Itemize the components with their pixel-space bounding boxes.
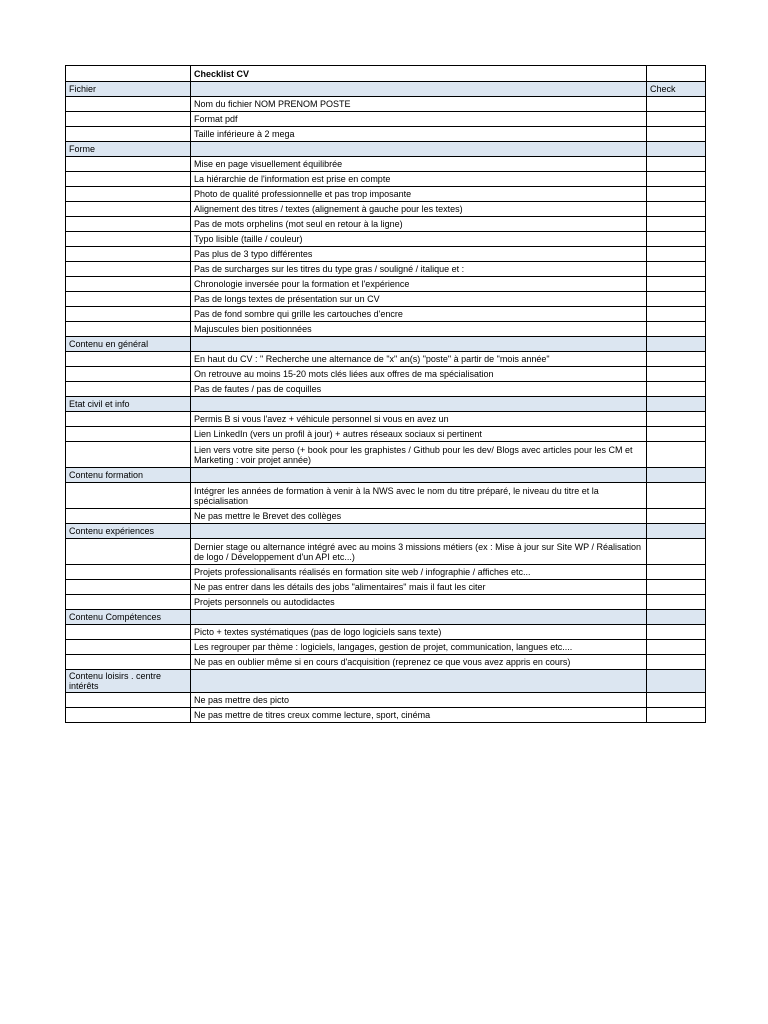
checklist-item-text: Majuscules bien positionnées [191,322,647,337]
checklist-item-text: Mise en page visuellement équilibrée [191,157,647,172]
section-name: Fichier [66,82,191,97]
title-check-cell [647,66,706,82]
row-category-cell [66,187,191,202]
checklist-row [66,483,706,509]
check-cell[interactable] [647,352,706,367]
checklist-item-text: Nom du fichier NOM PRENOM POSTE [191,97,647,112]
row-category-cell [66,352,191,367]
checklist-row [66,382,706,397]
checklist-item-text: Photo de qualité professionnelle et pas trop imposante [191,187,647,202]
checklist-item-text: Format pdf [191,112,647,127]
checklist-row [66,292,706,307]
section-blank-cell [191,670,647,693]
checklist-row [66,322,706,337]
checklist-row [66,187,706,202]
checklist-row [66,202,706,217]
section-row [66,82,706,97]
section-name: Contenu en général [66,337,191,352]
check-cell[interactable] [647,640,706,655]
section-row [66,670,706,693]
checklist-row [66,127,706,142]
check-cell[interactable] [647,322,706,337]
check-cell[interactable] [647,232,706,247]
section-blank-cell [191,82,647,97]
checklist-item-text: Taille inférieure à 2 mega [191,127,647,142]
check-cell[interactable] [647,382,706,397]
section-check-cell [647,397,706,412]
checklist-table [65,65,706,723]
check-cell[interactable] [647,595,706,610]
check-cell[interactable] [647,202,706,217]
checklist-row [66,640,706,655]
checklist-row [66,693,706,708]
checklist-row [66,352,706,367]
section-row [66,397,706,412]
row-category-cell [66,292,191,307]
row-category-cell [66,127,191,142]
check-cell[interactable] [647,442,706,468]
checklist-row [66,595,706,610]
row-category-cell [66,580,191,595]
checklist-item-text: Ne pas mettre de titres creux comme lecture, sport, cinéma [191,708,647,723]
checklist-item-text: Pas de longs textes de présentation sur un CV [191,292,647,307]
row-category-cell [66,539,191,565]
checklist-row [66,157,706,172]
checklist-item-text: Pas de surcharges sur les titres du type gras / souligné / italique et : [191,262,647,277]
section-name: Contenu formation [66,468,191,483]
section-blank-cell [191,524,647,539]
checklist-row [66,172,706,187]
checklist-row [66,307,706,322]
check-cell[interactable] [647,247,706,262]
row-category-cell [66,427,191,442]
checklist-item-text: Projets personnels ou autodidactes [191,595,647,610]
checklist-item-text: Typo lisible (taille / couleur) [191,232,647,247]
checklist-item-text: Projets professionalisants réalisés en formation site web / infographie / affiches etc... [191,565,647,580]
checklist-item-text: Alignement des titres / textes (alignement à gauche pour les textes) [191,202,647,217]
check-cell[interactable] [647,187,706,202]
check-cell[interactable] [647,157,706,172]
section-name: Contenu loisirs . centre intérêts [66,670,191,693]
section-row [66,142,706,157]
check-cell[interactable] [647,693,706,708]
row-category-cell [66,157,191,172]
checklist-row [66,442,706,468]
row-category-cell [66,262,191,277]
checklist-row [66,655,706,670]
checklist-item-text: Ne pas mettre le Brevet des collèges [191,509,647,524]
check-cell[interactable] [647,217,706,232]
title-row [66,66,706,82]
checklist-item-text: Pas de mots orphelins (mot seul en retour à la ligne) [191,217,647,232]
row-category-cell [66,172,191,187]
row-category-cell [66,382,191,397]
section-name: Contenu expériences [66,524,191,539]
row-category-cell [66,97,191,112]
row-category-cell [66,693,191,708]
section-blank-cell [191,610,647,625]
checklist-item-text: Pas de fautes / pas de coquilles [191,382,647,397]
checklist-item-text: Pas de fond sombre qui grille les cartouches d'encre [191,307,647,322]
checklist-row [66,247,706,262]
checklist-row [66,367,706,382]
checklist-item-text: Les regrouper par thème : logiciels, langages, gestion de projet, communication, langues etc.... [191,640,647,655]
section-check-cell [647,670,706,693]
checklist-body [66,66,706,723]
checklist-row [66,217,706,232]
check-cell[interactable] [647,277,706,292]
row-category-cell [66,202,191,217]
section-check-cell [647,337,706,352]
checklist-title: Checklist CV [191,66,647,82]
checklist-item-text: Pas plus de 3 typo différentes [191,247,647,262]
check-cell[interactable] [647,708,706,723]
row-category-cell [66,509,191,524]
check-cell[interactable] [647,427,706,442]
checklist-row [66,565,706,580]
row-category-cell [66,277,191,292]
checklist-row [66,539,706,565]
check-cell[interactable] [647,565,706,580]
check-cell[interactable] [647,262,706,277]
check-cell[interactable] [647,412,706,427]
section-row [66,610,706,625]
check-cell[interactable] [647,112,706,127]
section-name: Contenu Compétences [66,610,191,625]
checklist-item-text: On retrouve au moins 15-20 mots clés liées aux offres de ma spécialisation [191,367,647,382]
checklist-row [66,97,706,112]
check-cell[interactable] [647,509,706,524]
section-check-cell [647,468,706,483]
checklist-item-text: Ne pas mettre des picto [191,693,647,708]
section-blank-cell [191,468,647,483]
row-category-cell [66,112,191,127]
checklist-item-text: Permis B si vous l'avez + véhicule personnel si vous en avez un [191,412,647,427]
checklist-item-text: En haut du CV : " Recherche une alternance de "x" an(s) "poste" à partir de "mois année" [191,352,647,367]
checklist-row [66,412,706,427]
row-category-cell [66,565,191,580]
checklist-row [66,277,706,292]
checklist-row [66,262,706,277]
row-category-cell [66,247,191,262]
checklist-item-text: Picto + textes systématiques (pas de logo logiciels sans texte) [191,625,647,640]
check-cell[interactable] [647,97,706,112]
section-name: Etat civil et info [66,397,191,412]
row-category-cell [66,367,191,382]
checklist-row [66,708,706,723]
row-category-cell [66,232,191,247]
checklist-item-text: Ne pas en oublier même si en cours d'acquisition (reprenez ce que vous avez appris en cours) [191,655,647,670]
row-category-cell [66,412,191,427]
checklist-item-text: Ne pas entrer dans les détails des jobs "alimentaires" mais il faut les citer [191,580,647,595]
section-row [66,468,706,483]
row-category-cell [66,655,191,670]
check-cell[interactable] [647,367,706,382]
checklist-row [66,427,706,442]
section-check-cell [647,524,706,539]
row-category-cell [66,217,191,232]
section-check-cell [647,142,706,157]
check-cell[interactable] [647,539,706,565]
checklist-row [66,112,706,127]
check-cell[interactable] [647,580,706,595]
row-category-cell [66,307,191,322]
row-category-cell [66,640,191,655]
check-cell[interactable] [647,292,706,307]
row-category-cell [66,483,191,509]
check-cell[interactable] [647,307,706,322]
section-row [66,524,706,539]
title-empty-cell [66,66,191,82]
row-category-cell [66,708,191,723]
check-column-header: Check [647,82,706,97]
checklist-item-text: Intégrer les années de formation à venir à la NWS avec le nom du titre préparé, le niveau du titre et la spécialisation [191,483,647,509]
row-category-cell [66,625,191,640]
checklist-row [66,580,706,595]
section-blank-cell [191,142,647,157]
check-cell[interactable] [647,172,706,187]
check-cell[interactable] [647,127,706,142]
checklist-item-text: Chronologie inversée pour la formation et l'expérience [191,277,647,292]
row-category-cell [66,442,191,468]
checklist-item-text: Lien vers votre site perso (+ book pour les graphistes / Github pour les dev/ Blogs avec articles pour les CM et Marketing : voir projet année) [191,442,647,468]
section-row [66,337,706,352]
checklist-row [66,232,706,247]
row-category-cell [66,322,191,337]
checklist-item-text: Dernier stage ou alternance intégré avec au moins 3 missions métiers (ex : Mise à jour sur Site WP / Réalisation de logo / Développement d'un API etc...) [191,539,647,565]
check-cell[interactable] [647,625,706,640]
section-name: Forme [66,142,191,157]
checklist-item-text: La hiérarchie de l'information est prise en compte [191,172,647,187]
check-cell[interactable] [647,655,706,670]
section-blank-cell [191,337,647,352]
row-category-cell [66,595,191,610]
check-cell[interactable] [647,483,706,509]
section-blank-cell [191,397,647,412]
section-check-cell [647,610,706,625]
checklist-row [66,509,706,524]
checklist-item-text: Lien LinkedIn (vers un profil à jour) + autres réseaux sociaux si pertinent [191,427,647,442]
checklist-row [66,625,706,640]
